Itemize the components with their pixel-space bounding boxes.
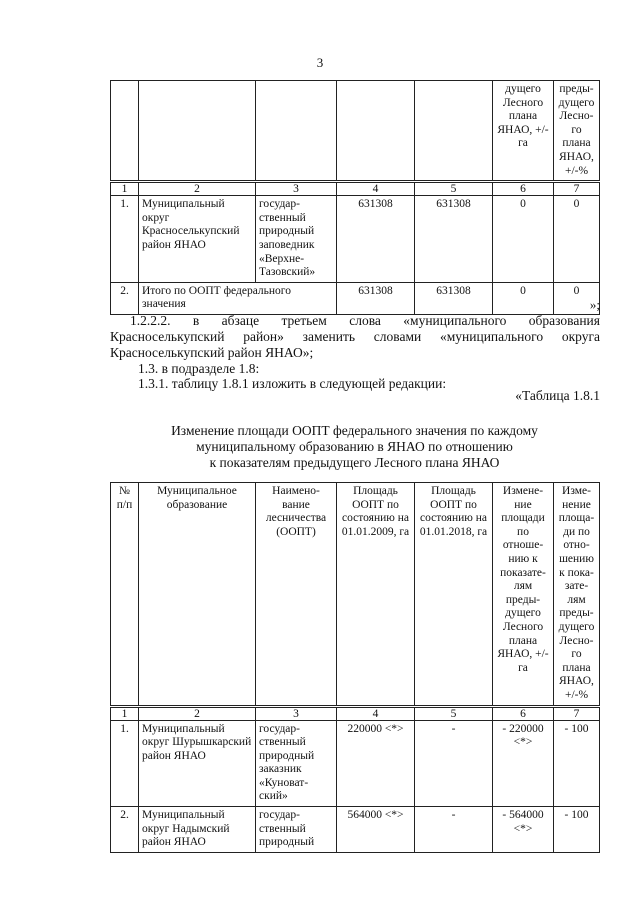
paragraph-1-2-2-2-line1: 1.2.2.2. в абзаце третьем слова «муниципального образования [130, 313, 600, 328]
header-cell [139, 81, 256, 182]
change-ha-cell: 0 [493, 196, 554, 283]
col-number: 2 [139, 706, 256, 720]
col-number: 2 [139, 182, 256, 196]
area-2009-cell: 220000 <*> [337, 720, 415, 807]
table-title-line: муниципальному образованию в ЯНАО по отношению [196, 438, 513, 454]
col-number: 1 [111, 182, 139, 196]
oopt-cell: государ-ственный природный заповедник «Верхне-Тазовский» [256, 196, 337, 283]
area-2018-cell: 631308 [415, 282, 493, 314]
row-number: 1. [111, 720, 139, 807]
header-area-2018: Площадь ООПТ по состоянию на 01.01.2018, га [415, 483, 493, 707]
col-number: 7 [554, 706, 600, 720]
table-row [111, 196, 600, 283]
col-number: 3 [256, 706, 337, 720]
header-change-ha: Измене-ние площади по отноше-нию к показате-лям преды-дущего Лесного плана ЯНАО, +/-га [493, 483, 554, 707]
header-cell [415, 81, 493, 182]
header-number: № п/п [111, 483, 139, 707]
change-ha-cell: - 220000 <*> [493, 720, 554, 807]
header-oopt: Наимено-вание лесничества (ООПТ) [256, 483, 337, 707]
table-1-8-1 [110, 482, 600, 853]
area-2009-cell: 631308 [337, 196, 415, 283]
col-number: 5 [415, 182, 493, 196]
paragraph-1-3: 1.3. в подразделе 1.8: [138, 361, 260, 376]
header-area-2009: Площадь ООПТ по состоянию на 01.01.2009, га [337, 483, 415, 707]
change-ha-cell: 0 [493, 282, 554, 314]
header-cell [256, 81, 337, 182]
header-change-pct: Изме-нение площа-ди по отно-шению к пока-зате-лям преды-дущего Лесно-го плана ЯНАО, +/-% [554, 483, 600, 707]
table-header-row [111, 81, 600, 182]
header-municipality: Муниципальное образование [139, 483, 256, 707]
header-cell [337, 81, 415, 182]
area-2018-cell: - [415, 720, 493, 807]
area-2018-cell: 631308 [415, 196, 493, 283]
municipality-cell: Муниципальный округ Шурышкарский район ЯНАО [139, 720, 256, 807]
change-pct-cell: 0 [554, 196, 600, 283]
table-title-line: Изменение площади ООПТ федерального значения по каждому [171, 423, 538, 438]
header-cell [111, 81, 139, 182]
change-pct-cell: 0 [554, 282, 600, 314]
col-number: 5 [415, 706, 493, 720]
col-number: 7 [554, 182, 600, 196]
table-row [111, 807, 600, 853]
change-pct-cell: - 100 [554, 720, 600, 807]
change-pct-cell: - 100 [554, 807, 600, 853]
col-number: 3 [256, 182, 337, 196]
col-number: 6 [493, 182, 554, 196]
col-number: 4 [337, 182, 415, 196]
area-2009-cell: 564000 <*> [337, 807, 415, 853]
area-2009-cell: 631308 [337, 282, 415, 314]
paragraph-1-2-2-2-line3: Красноселькупский район ЯНАО»; [110, 345, 314, 360]
table-title-line: к показателям предыдущего Лесного плана ЯНАО [209, 454, 500, 470]
change-ha-cell: - 564000 <*> [493, 807, 554, 853]
table-header-row [111, 483, 600, 707]
table-caption: «Таблица 1.8.1 [515, 388, 600, 403]
col-number: 6 [493, 706, 554, 720]
col-number: 4 [337, 706, 415, 720]
table-title [110, 423, 599, 470]
row-number: 1. [111, 196, 139, 283]
table-row [111, 282, 600, 314]
row-number: 2. [111, 807, 139, 853]
column-numbers-row [111, 182, 600, 196]
end-quote: »; [589, 297, 600, 312]
page-number: 3 [316, 55, 324, 70]
area-2018-cell: - [415, 807, 493, 853]
total-label-cell: Итого по ООПТ федерального значения [139, 282, 337, 314]
municipality-cell: Муниципальный округ Красноселькупский район ЯНАО [139, 196, 256, 283]
paragraph-1-2-2-2-line2: Красноселькупский район» заменить словами «муниципального округа [110, 329, 600, 344]
table-continued [110, 80, 600, 315]
header-change-ha: дущего Лесного плана ЯНАО, +/-га [493, 81, 554, 182]
paragraph-1-3-1: 1.3.1. таблицу 1.8.1 изложить в следующей редакции: [138, 376, 447, 391]
oopt-cell: государ-ственный природный заказник «Куноват-ский» [256, 720, 337, 807]
table-row [111, 720, 600, 807]
column-numbers-row [111, 706, 600, 720]
municipality-cell: Муниципальный округ Надымский район ЯНАО [139, 807, 256, 853]
row-number: 2. [111, 282, 139, 314]
oopt-cell: государ-ственный природный [256, 807, 337, 853]
header-change-pct: преды-дущего Лесно-го плана ЯНАО, +/-% [554, 81, 600, 182]
col-number: 1 [111, 706, 139, 720]
